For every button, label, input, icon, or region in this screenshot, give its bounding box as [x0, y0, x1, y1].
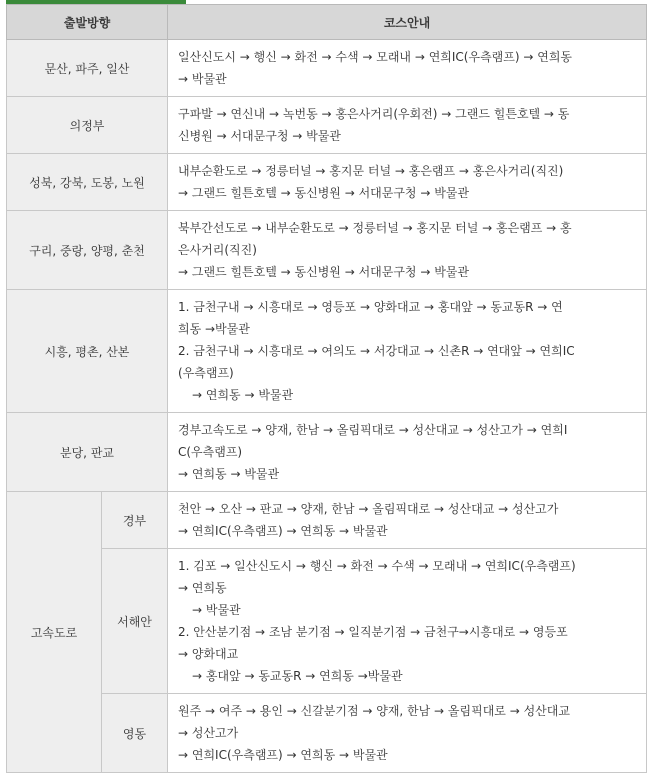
row-direction: 구리, 중랑, 양평, 춘천 [7, 211, 168, 290]
table-row [7, 290, 647, 413]
row-course [168, 40, 647, 97]
row-course [168, 154, 647, 211]
course-line: 북부간선도로 → 내부순환도로 → 정릉터널 → 홍지문 터널 → 홍은램프 → 홍 [178, 221, 572, 235]
row-course [168, 413, 647, 492]
course-line: 2. 안산분기점 → 조남 분기점 → 일직분기점 → 금천구→시흥대로 → 영등포 [178, 625, 568, 639]
row-direction: 의정부 [7, 97, 168, 154]
directions-table [6, 4, 647, 773]
course-line: → 연희IC(우측램프) → 연희동 → 박물관 [178, 748, 388, 762]
highway-sub-name: 경부 [102, 492, 168, 549]
table-row [7, 492, 647, 549]
table-header-row [7, 5, 647, 40]
table-row [7, 97, 647, 154]
table-row [7, 694, 647, 773]
course-line: 경부고속도로 → 양재, 한남 → 올림픽대로 → 성산대교 → 성산고가 → 연희I [178, 423, 568, 437]
course-line: → 양화대교 [178, 647, 239, 661]
course-line: → 연희동 → 박물관 [178, 467, 280, 481]
course-line: C(우측램프) [178, 445, 243, 459]
table-row [7, 211, 647, 290]
table-row [7, 549, 647, 694]
row-course [168, 492, 647, 549]
row-direction: 문산, 파주, 일산 [7, 40, 168, 97]
header-course: 코스안내 [168, 5, 647, 40]
course-line: 신병원 → 서대문구청 → 박물관 [178, 129, 341, 143]
row-course [168, 549, 647, 694]
course-line: → 연희IC(우측램프) → 연희동 → 박물관 [178, 524, 388, 538]
course-line: 구파발 → 연신내 → 녹번동 → 홍은사거리(우회전) → 그랜드 힐튼호텔 → 동 [178, 107, 570, 121]
course-line: 내부순환도로 → 정릉터널 → 홍지문 터널 → 홍은램프 → 홍은사거리(직진) [178, 164, 564, 178]
highway-sub-name: 영동 [102, 694, 168, 773]
table-row [7, 40, 647, 97]
row-course [168, 290, 647, 413]
course-line: 희동 →박물관 [178, 322, 250, 336]
course-line: → 그랜드 힐튼호텔 → 동신병원 → 서대문구청 → 박물관 [178, 186, 469, 200]
course-line: 원주 → 여주 → 용인 → 신갈분기점 → 양재, 한남 → 올림픽대로 → 성산대교 [178, 704, 570, 718]
course-line: 은사거리(직진) [178, 243, 257, 257]
table-row [7, 413, 647, 492]
row-course [168, 211, 647, 290]
course-line: 일산신도시 → 행신 → 화전 → 수색 → 모래내 → 연희IC(우측램프) → 연희동 [178, 50, 573, 64]
course-line: → 연희동 [178, 581, 227, 595]
course-line: → 연희동 → 박물관 [192, 388, 294, 402]
header-direction: 출발방향 [7, 5, 168, 40]
row-direction: 분당, 판교 [7, 413, 168, 492]
table-row [7, 154, 647, 211]
row-direction: 성북, 강북, 도봉, 노원 [7, 154, 168, 211]
highway-sub-name: 서해안 [102, 549, 168, 694]
row-course [168, 97, 647, 154]
row-direction: 시흥, 평촌, 산본 [7, 290, 168, 413]
row-course [168, 694, 647, 773]
course-line: 천안 → 오산 → 판교 → 양재, 한남 → 올림픽대로 → 성산대교 → 성산고가 [178, 502, 559, 516]
course-line: → 박물관 [192, 603, 241, 617]
course-line: 1. 금천구내 → 시흥대로 → 영등포 → 양화대교 → 홍대앞 → 동교동R → 연 [178, 300, 563, 314]
course-line: → 박물관 [178, 72, 227, 86]
course-line: 2. 금천구내 → 시흥대로 → 여의도 → 서강대교 → 신촌R → 연대앞 → 연희IC [178, 344, 575, 358]
course-line: → 성산고가 [178, 726, 239, 740]
course-line: 1. 김포 → 일산신도시 → 행신 → 화전 → 수색 → 모래내 → 연희IC(우측램프) [178, 559, 576, 573]
course-line: → 홍대앞 → 동교동R → 연희동 →박물관 [192, 669, 403, 683]
course-line: (우측램프) [178, 366, 234, 380]
course-line: → 그랜드 힐튼호텔 → 동신병원 → 서대문구청 → 박물관 [178, 265, 469, 279]
highway-direction: 고속도로 [7, 492, 102, 773]
